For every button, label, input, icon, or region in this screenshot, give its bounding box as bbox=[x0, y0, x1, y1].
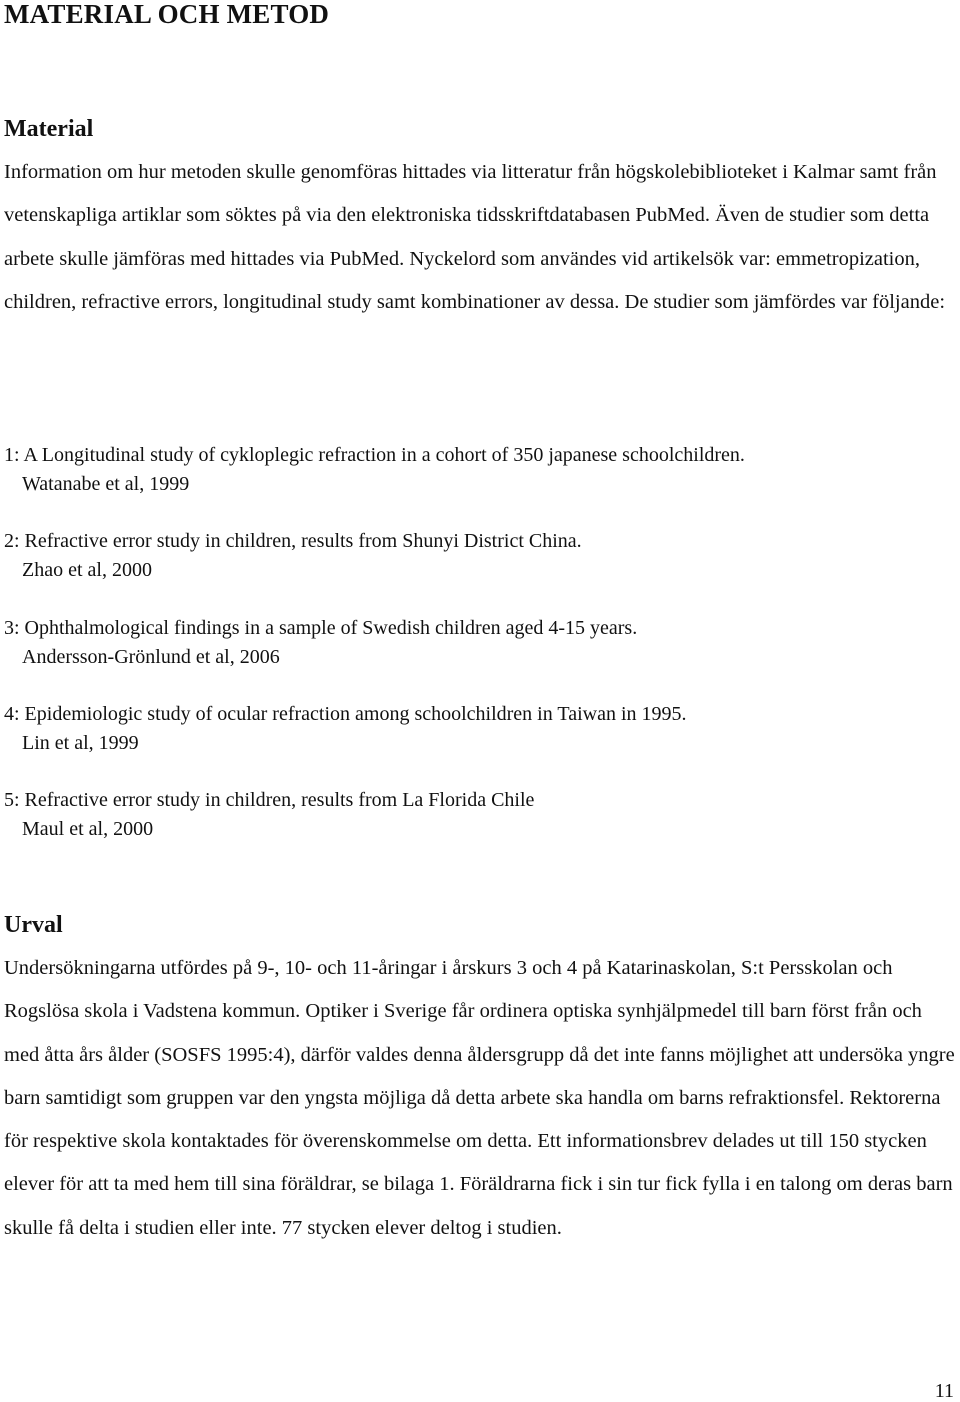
reference-4-title: 4: Epidemiologic study of ocular refraction among schoolchildren in Taiwan in 1995. bbox=[4, 703, 687, 725]
reference-2-author: Zhao et al, 2000 bbox=[22, 559, 152, 581]
page-number: 11 bbox=[934, 1380, 954, 1402]
reference-5-title: 5: Refractive error study in children, results from La Florida Chile bbox=[4, 789, 535, 811]
material-heading: Material bbox=[4, 116, 94, 142]
reference-2-title: 2: Refractive error study in children, results from Shunyi District China. bbox=[4, 530, 582, 552]
reference-3-author: Andersson-Grönlund et al, 2006 bbox=[22, 646, 280, 668]
material-paragraph: Information om hur metoden skulle genomföras hittades via litteratur från högskolebiblioteket i Kalmar samt från vetenskapliga artiklar som söktes på via den elektroniska tidsskriftdatabasen PubMed. Även de studier som detta arbete skulle jämföras med hittades via PubMed. Nyckelord som användes vid artikelsök var: emmetropization, children, refractive errors, longitudinal study samt kombinationer av dessa. De studier som jämfördes var följande: bbox=[4, 161, 946, 313]
reference-1-author: Watanabe et al, 1999 bbox=[22, 473, 190, 495]
urval-heading: Urval bbox=[4, 912, 63, 938]
urval-paragraph: Undersökningarna utfördes på 9-, 10- och 11-åringar i årskurs 3 och 4 på Katarinaskolan, S:t Persskolan och Rogslösa skola i Vadstena kommun. Optiker i Sverige får ordinera optiska synhjälpmedel till barn först från och med åtta års ålder (SOSFS 1995:4), därför valdes denna åldersgrupp då det inte fanns möjlighet att undersöka yngre barn samtidigt som gruppen var den yngsta möjliga då detta arbete ska handla om barns refraktionsfel. Rektorerna för respektive skola kontaktades för överenskommelse om detta. Ett informationsbrev delades ut till 150 stycken elever för att ta med hem till sina föräldrar, se bilaga 1. Föräldrarna fick i sin tur fick fylla i en talong om deras barn skulle få delta i studien eller inte. 77 stycken elever deltog i studien. bbox=[4, 957, 955, 1239]
reference-3-title: 3: Ophthalmological findings in a sample of Swedish children aged 4-15 years. bbox=[4, 617, 638, 639]
reference-4-author: Lin et al, 1999 bbox=[22, 732, 139, 754]
page-title: MATERIAL OCH METOD bbox=[4, 0, 330, 29]
reference-1-title: 1: A Longitudinal study of cykloplegic refraction in a cohort of 350 japanese schoolchildren. bbox=[4, 444, 745, 466]
reference-5-author: Maul et al, 2000 bbox=[22, 818, 154, 840]
